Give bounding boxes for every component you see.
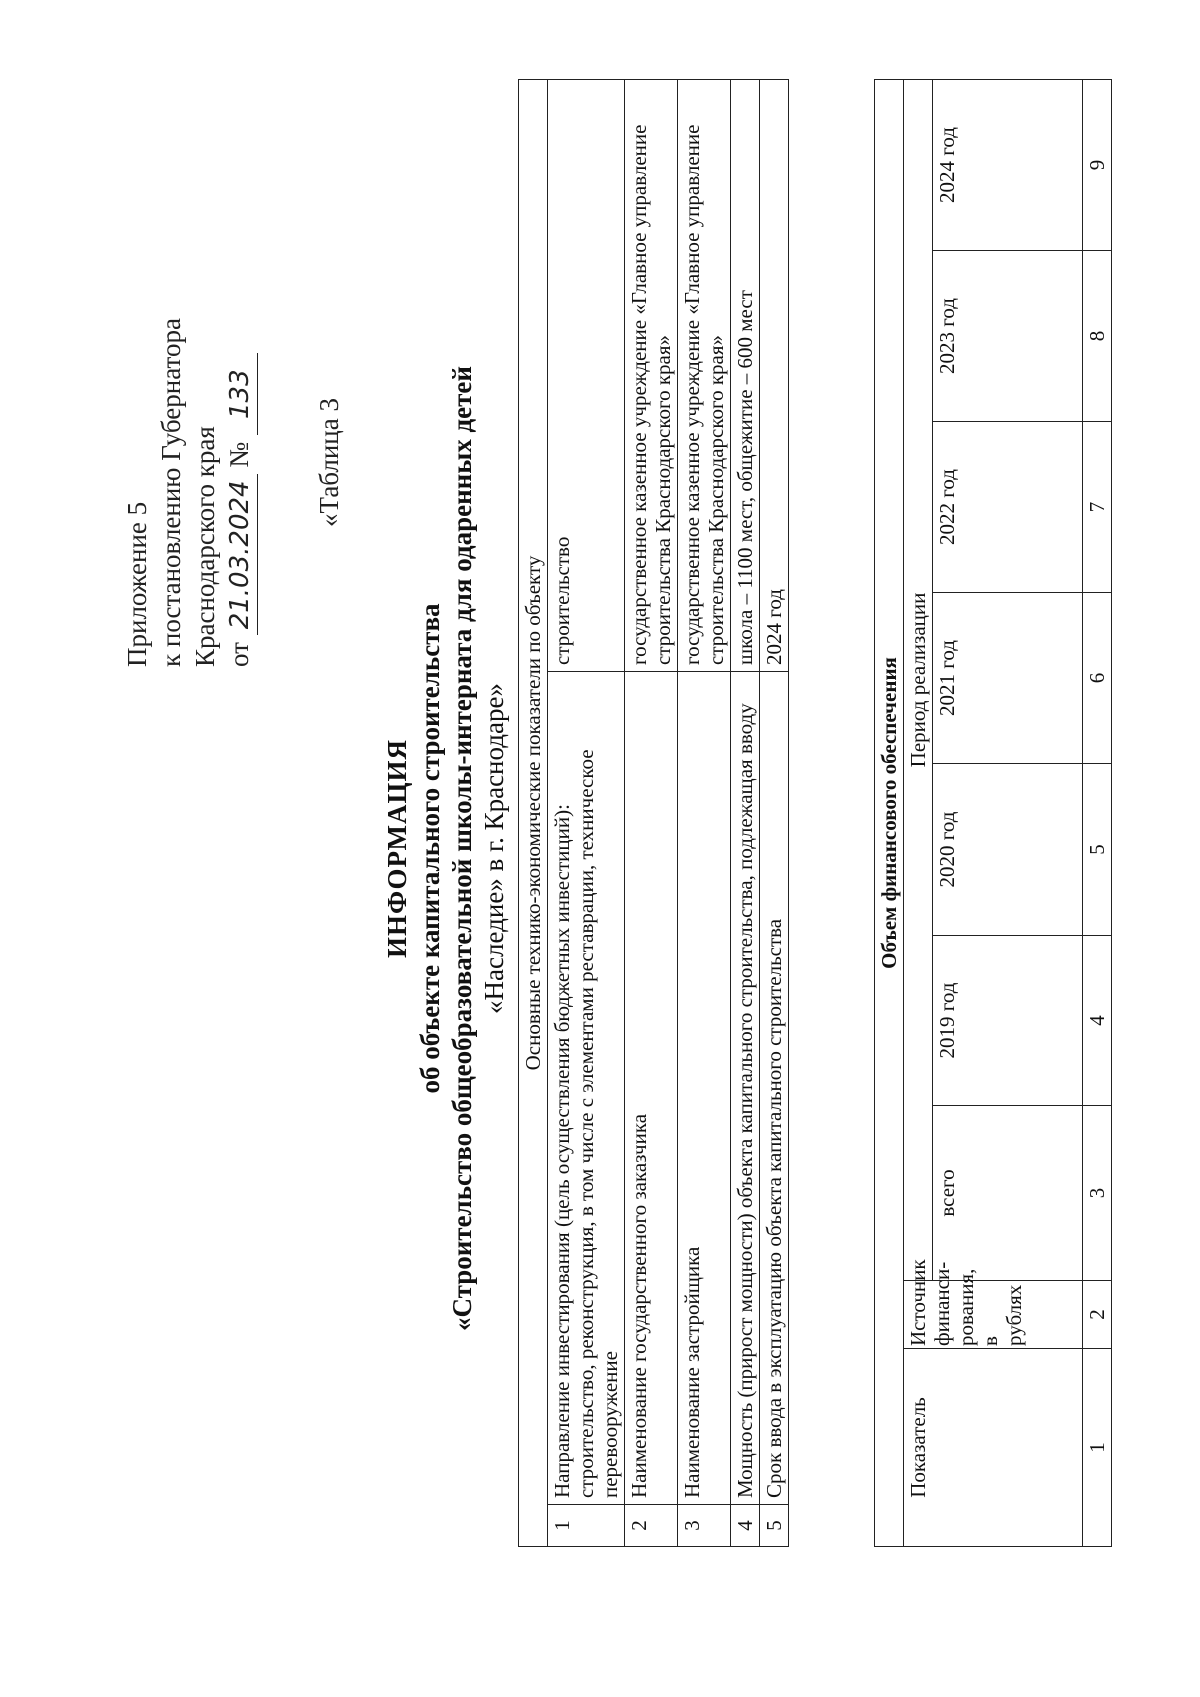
- table-label: «Таблица 3: [314, 398, 344, 527]
- appendix-line2: к постановлению Губернатора: [156, 318, 186, 667]
- table-row: [678, 79, 731, 1546]
- table-row: [760, 79, 789, 1546]
- row-label: Мощность (прирост мощности) объекта капитального строительства, подлежащая вводу: [731, 672, 760, 1505]
- row-number: 3: [678, 1505, 731, 1547]
- document-title-block: [380, 0, 510, 1697]
- appendix-line3: Краснодарского края: [190, 426, 220, 667]
- column-index-row: [1083, 79, 1112, 1546]
- column-header-year: 2021 год: [933, 593, 1083, 764]
- row-value: строительство: [548, 79, 625, 671]
- column-header-period: Период реализации: [904, 79, 933, 1280]
- handwritten-date: 21.03.2024: [223, 474, 258, 635]
- column-header-year: 2024 год: [933, 79, 1083, 250]
- column-index: 6: [1083, 593, 1112, 764]
- financing-table-header: Объем финансового обеспечения: [875, 79, 904, 1546]
- column-index: 5: [1083, 764, 1112, 936]
- column-index: 9: [1083, 79, 1112, 250]
- column-index: 7: [1083, 422, 1112, 593]
- column-header-year: 2022 год: [933, 422, 1083, 593]
- column-index: 8: [1083, 251, 1112, 422]
- financing-table: [874, 79, 1112, 1547]
- number-prefix: №: [224, 441, 254, 468]
- column-header-indicator: Показатель: [904, 1349, 1083, 1547]
- handwritten-number: 133: [223, 353, 258, 435]
- column-index: 3: [1083, 1106, 1112, 1281]
- row-label: Срок ввода в эксплуатацию объекта капитального строительства: [760, 672, 789, 1505]
- date-prefix: от: [224, 642, 254, 667]
- indicators-table: [518, 79, 789, 1547]
- column-header-source: Источник финанси-рования, в рублях: [904, 1281, 1083, 1349]
- row-label: Наименование государственного заказчика: [625, 672, 678, 1505]
- row-number: 4: [731, 1505, 760, 1547]
- row-number: 5: [760, 1505, 789, 1547]
- row-label: Наименование застройщика: [678, 672, 731, 1505]
- title-line3: «Строительство общеобразовательной школы-интерната для одаренных детей: [447, 366, 477, 1331]
- row-value: школа – 1100 мест, общежитие – 600 мест: [731, 79, 760, 671]
- table-row: [625, 79, 678, 1546]
- appendix-line1: Приложение 5: [122, 501, 152, 667]
- row-number: 1: [548, 1505, 625, 1547]
- table-row: [731, 79, 760, 1546]
- indicators-table-header: Основные технико-экономические показатели по объекту: [519, 79, 548, 1546]
- row-label: Направление инвестирования (цель осуществления бюджетных инвестиций): строительство, реконструкция, в том числе с элементами реставрации, техническое перевооружение: [548, 672, 625, 1505]
- column-header-year: 2023 год: [933, 251, 1083, 422]
- row-value: государственное казенное учреждение «Главное управление строительства Краснодарского края»: [625, 79, 678, 671]
- title-line2: об объекте капитального строительства: [415, 603, 445, 1094]
- column-header-year: 2020 год: [933, 764, 1083, 936]
- appendix-block: [120, 318, 258, 667]
- table-row: [548, 79, 625, 1546]
- column-index: 4: [1083, 936, 1112, 1106]
- column-index: 1: [1083, 1349, 1112, 1547]
- column-header-total: всего: [933, 1106, 1083, 1281]
- column-header-year: 2019 год: [933, 936, 1083, 1106]
- column-index: 2: [1083, 1281, 1112, 1349]
- title-line4: «Наследие» в г. Краснодаре»: [479, 683, 509, 1014]
- row-number: 2: [625, 1505, 678, 1547]
- row-value: государственное казенное учреждение «Главное управление строительства Краснодарского края»: [678, 79, 731, 671]
- appendix-date-line: [222, 318, 258, 667]
- row-value: 2024 год: [760, 79, 789, 671]
- document-title: ИНФОРМАЦИЯ: [382, 739, 412, 958]
